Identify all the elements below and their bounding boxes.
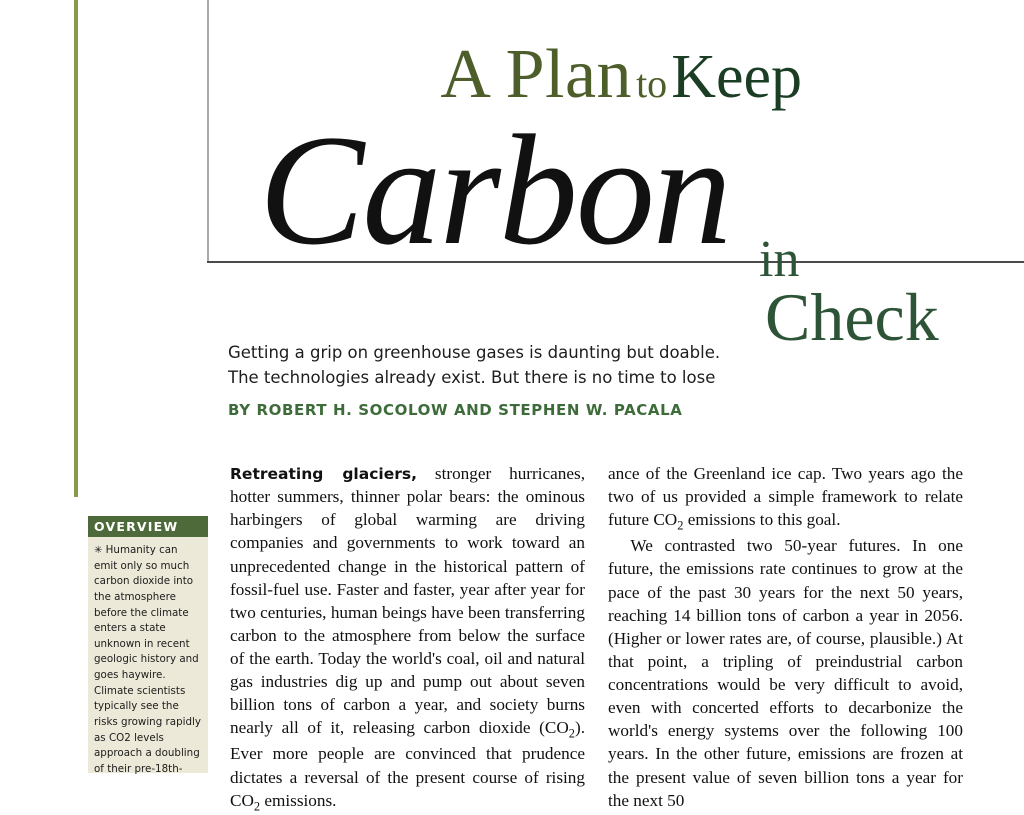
body-text-2: ). Ever more people are convinced that prudence dictates a reversal of the present course of rising CO bbox=[230, 718, 585, 810]
title-word-carbon: Carbon bbox=[259, 103, 730, 278]
overview-bullet-item bbox=[94, 543, 202, 778]
body-paragraph bbox=[230, 462, 585, 815]
body-text-5: emissions to this goal. bbox=[683, 510, 841, 530]
overview-heading: OVERVIEW bbox=[88, 516, 208, 537]
body-paragraph bbox=[608, 462, 963, 534]
body-text-1: stronger hurricanes, hotter summers, thinner polar bears: the ominous harbingers of global warming are driving companies and governments to work toward an unprecedented change in the historical pattern of fossil-fuel use. Faster and faster, year after year for two centuries, human beings have been transferring carbon to the atmosphere from below the surface of the earth. Today the world's coal, oil and natural gas industries dig up and pump out about seven billion tons of carbon a year, and society burns nearly all of it, releasing carbon dioxide (CO bbox=[230, 464, 585, 738]
title-word-in: in bbox=[759, 231, 800, 288]
title-word-a-plan: A Plan bbox=[440, 36, 633, 113]
body-text-3: emissions. bbox=[260, 790, 337, 810]
title-word-check: Check bbox=[765, 279, 939, 355]
article-byline: BY ROBERT H. SOCOLOW AND STEPHEN W. PACALA bbox=[228, 401, 683, 419]
deck-line-2: The technologies already exist. But there is no time to lose bbox=[228, 367, 716, 387]
co2-subscript-3: 2 bbox=[677, 518, 684, 533]
overview-body bbox=[88, 537, 208, 773]
title-word-to: to bbox=[636, 61, 668, 106]
overview-text: Humanity can emit only so much carbon dioxide into the atmosphere before the climate enters a state unknown in recent geologic history and goes haywire. Climate scientists typically see the risks growing rapidly as CO2 levels approach a doubling of their pre-18th- bbox=[94, 544, 201, 775]
body-column-left bbox=[230, 462, 585, 815]
co2-subscript-2: 2 bbox=[253, 799, 261, 814]
body-paragraph: We contrasted two 50-year futures. In one future, the emissions rate continues to grow at the pace of the past 30 years for the next 50 years, reaching 14 billion tons of carbon a year in 2056. (Higher or lower rates are, of course, plausible.) At that point, a tripling of preindustrial carbon concentrations would be very difficult to avoid, even with concerted efforts to decarbonize the world's energy systems over the following 100 years. In the other future, emissions are frozen at the present value of seven billion tons a year for the next 50 bbox=[608, 536, 963, 810]
body-text-4: ance of the Greenland ice cap. Two years ago the two of us provided a simple framework to relate future CO bbox=[608, 464, 963, 530]
left-olive-rule bbox=[74, 0, 78, 497]
asterisk-icon: ✳ bbox=[94, 545, 103, 556]
title-word-keep: Keep bbox=[671, 43, 802, 111]
overview-sidebar bbox=[88, 516, 208, 773]
co2-subscript-1: 2 bbox=[568, 726, 575, 741]
article-deck bbox=[228, 341, 828, 391]
title-line-one bbox=[440, 36, 802, 113]
lead-in-phrase: Retreating glaciers, bbox=[230, 465, 417, 483]
body-column-right bbox=[608, 462, 963, 812]
deck-line-1: Getting a grip on greenhouse gases is daunting but doable. bbox=[228, 343, 721, 362]
